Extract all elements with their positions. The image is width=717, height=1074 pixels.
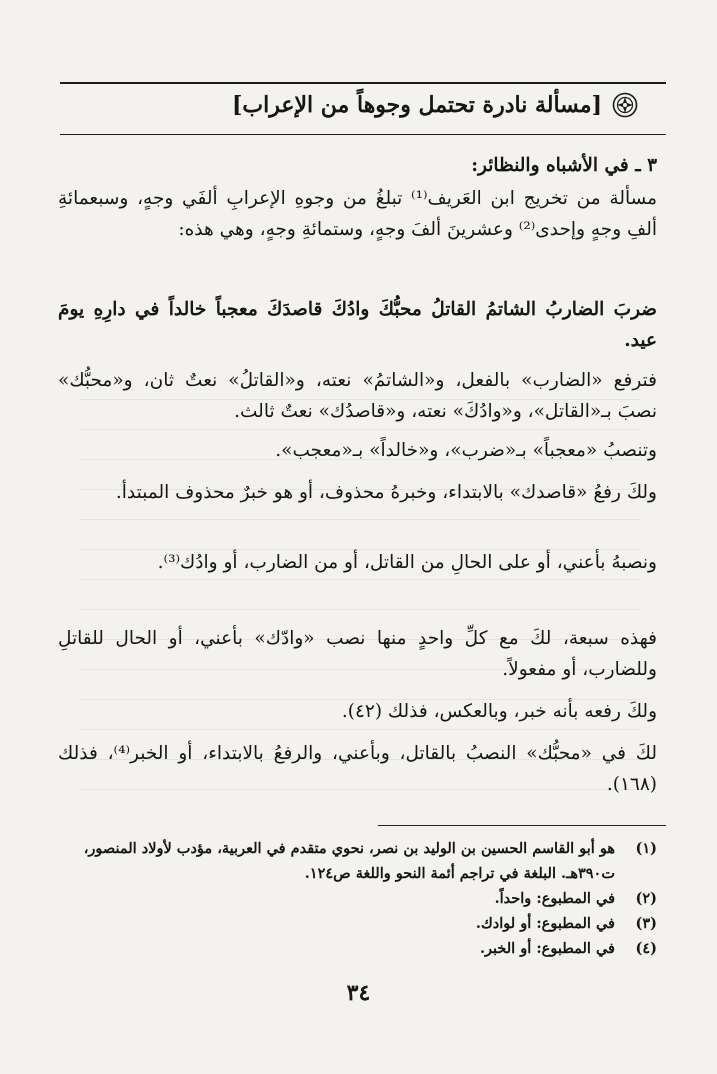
paragraph-5 — [58, 477, 657, 508]
paragraph-8 — [58, 696, 657, 727]
footnote-text: في المطبوع: أو لوادك. — [475, 915, 615, 932]
section-heading: ٣ ـ في الأشباه والنظائر: — [471, 155, 657, 176]
paragraph-6 — [58, 547, 657, 578]
page-number: ٣٤ — [346, 980, 371, 1006]
footnote-text: في المطبوع: واحداً. — [494, 890, 615, 907]
footnote-item — [58, 886, 657, 911]
ornament-icon — [612, 92, 638, 118]
paragraph-text: لكَ في «محبُّك» النصبُ بالقاتل، وبأعني، والرفعُ بالابتداء، أو الخبر⁽⁴⁾، فذلك (١٦٨). — [58, 743, 657, 795]
footnote-number: (١) — [635, 840, 657, 857]
paragraph-1 — [58, 183, 657, 245]
main-text — [58, 150, 657, 181]
paragraph-7 — [58, 623, 657, 685]
paragraph-4 — [58, 435, 657, 466]
paragraph-text: فترفع «الضارب» بالفعل، و«الشاتمُ» نعته، و«القاتلُ» نعتٌ ثان، و«محبُّك» نصبَ بـ«القاتل»، و«وادُكَ» نعته، و«قاصدُك» نعتٌ ثالث. — [58, 370, 657, 422]
header-title: [مسألة نادرة تحتمل وجوهاً من الإعراب] — [231, 92, 602, 118]
paragraph-9 — [58, 738, 657, 800]
section-header — [60, 82, 666, 135]
footnote-item — [58, 911, 657, 936]
paragraph-text: وتنصبُ «معجباً» بـ«ضرب»، و«خالداً» بـ«معجب». — [275, 440, 657, 461]
footnote-number: (٢) — [635, 890, 657, 907]
paragraph-text: ولكَ رفعُ «قاصدك» بالابتداء، وخبرهُ محذوف، أو هو خبرٌ محذوف المبتدأ. — [115, 482, 657, 503]
example-sentence: ضربَ الضاربُ الشاتمُ القاتلُ محبُّكَ وادُكَ قاصدَكَ معجباً خالداً في دارِهِ يومَ عيد. — [58, 299, 657, 351]
paragraph-text: ونصبهُ بأعني، أو على الحالِ من القاتل، أو من الضارب، أو وادُك⁽³⁾. — [157, 552, 657, 573]
paragraph-text: فهذه سبعة، لكَ مع كلِّ واحدٍ منها نصب «وادّك» بأعني، أو الحال للقاتلِ وللضارب، أو مفعولاً. — [58, 628, 657, 680]
paragraph-2 — [58, 294, 657, 356]
bleed-through-texture — [80, 370, 640, 790]
footnote-item — [58, 836, 657, 886]
footnote-number: (٤) — [635, 940, 657, 957]
footnote-text: في المطبوع: أو الخبر. — [479, 940, 615, 957]
paragraph-3 — [58, 365, 657, 427]
paragraph-text: ولكَ رفعه بأنه خبر، وبالعكس، فذلك (٤٢). — [341, 701, 657, 722]
footnote-separator — [378, 825, 666, 826]
footnote-item — [58, 936, 657, 961]
footnotes — [58, 836, 657, 961]
paragraph-text: مسألة من تخريج ابن العَريف⁽¹⁾ تبلغُ من وجوهِ الإعرابِ ألفَي وجهٍ، وسبعمائةِ ألفِ وجهٍ وإحدى⁽²⁾ وعشرينَ ألفَ وجهٍ، وستمائةِ وجهٍ، وهي هذه: — [58, 188, 658, 240]
footnote-number: (٣) — [635, 915, 657, 932]
footnote-text: هو أبو القاسم الحسين بن الوليد بن نصر، نحوي متقدم في العربية، مؤدب لأولاد المنصور، ت٣٩٠هـ. البلغة في تراجم أئمة النحو واللغة ص١٢٤. — [83, 840, 615, 882]
